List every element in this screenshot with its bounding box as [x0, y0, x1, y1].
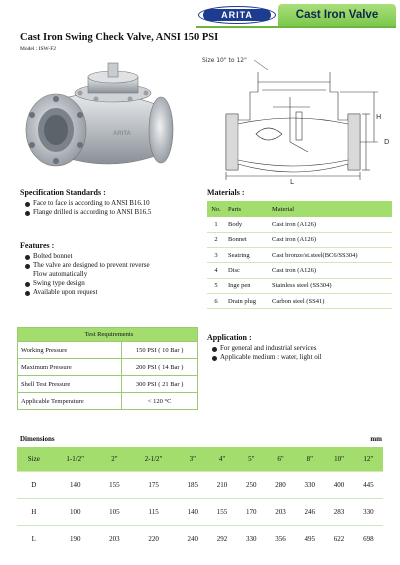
- materials-header-row: [207, 201, 392, 217]
- table-row: [207, 293, 392, 308]
- cell: 115: [129, 498, 178, 525]
- cell: 5: [207, 278, 225, 293]
- dimension-label-d: D: [384, 138, 390, 146]
- application-list: [211, 344, 322, 362]
- size-cell: 2": [100, 447, 129, 471]
- cell: 100: [51, 498, 100, 525]
- spec-item: Face to face is according to ANSI B16.10: [24, 199, 151, 208]
- col-no: No.: [207, 201, 225, 217]
- size-cell: 4": [207, 447, 236, 471]
- cell: 246: [295, 498, 324, 525]
- cell: Stainless steel (SS304): [269, 278, 392, 293]
- cell: 200 PSI ( 14 Bar ): [122, 359, 198, 376]
- cell: 495: [295, 525, 324, 552]
- cell: Cast iron (A126): [269, 217, 392, 232]
- cell: 210: [207, 471, 236, 498]
- cell: 155: [207, 498, 236, 525]
- dimension-label-h: H: [376, 113, 382, 121]
- row-label: H: [17, 498, 51, 525]
- svg-text:ARITA: ARITA: [113, 131, 131, 137]
- cell: Body: [225, 217, 269, 232]
- application-item: For general and industrial services: [211, 344, 322, 353]
- cell: Cast iron (A126): [269, 263, 392, 278]
- size-cell: 10": [324, 447, 353, 471]
- cell: Cast iron (A126): [269, 232, 392, 247]
- cell: 300 PSI ( 21 Bar ): [122, 376, 198, 393]
- test-requirements-table: [17, 327, 198, 410]
- dimensions-header: [20, 435, 382, 443]
- cell: 170: [237, 498, 266, 525]
- dimensions-table: [17, 447, 383, 552]
- table-row: [207, 217, 392, 232]
- cell: 280: [266, 471, 295, 498]
- cell: Applicable Temperature: [18, 393, 122, 410]
- size-label: Size: [17, 447, 51, 471]
- application-heading: Application :: [207, 333, 252, 342]
- dimensions-heading: Dimensions: [20, 435, 55, 443]
- cell: 445: [354, 471, 383, 498]
- cell: Carbon steel (SS41): [269, 293, 392, 308]
- cell: 292: [207, 525, 236, 552]
- test-heading: Test Requirements: [18, 328, 198, 342]
- table-row: [207, 278, 392, 293]
- size-cell: 6": [266, 447, 295, 471]
- materials-table: [207, 201, 392, 309]
- cell: 150 PSI ( 10 Bar ): [122, 342, 198, 359]
- cell: 622: [324, 525, 353, 552]
- features-list: [24, 252, 150, 297]
- cell: 140: [178, 498, 207, 525]
- product-title: Cast Iron Swing Check Valve, ANSI 150 PSI: [20, 32, 219, 43]
- dimension-row-l: [17, 525, 383, 552]
- cell: 190: [51, 525, 100, 552]
- cell: 3: [207, 248, 225, 263]
- cell: 203: [266, 498, 295, 525]
- cell: Inge pen: [225, 278, 269, 293]
- col-material: Material: [269, 201, 392, 217]
- cell: 698: [354, 525, 383, 552]
- cell: 400: [324, 471, 353, 498]
- feature-item-continued: Flow automatically: [33, 270, 88, 278]
- cell: Seatring: [225, 248, 269, 263]
- cell: 283: [324, 498, 353, 525]
- size-cell: 8": [295, 447, 324, 471]
- cell: 2: [207, 232, 225, 247]
- features-heading: Features :: [20, 241, 55, 250]
- category-tab: Cast Iron Valve: [278, 4, 396, 26]
- model-number: Model : ISW-F2: [20, 46, 57, 52]
- dimensions-header-row: [17, 447, 383, 471]
- cell: 140: [51, 471, 100, 498]
- cell: 330: [237, 525, 266, 552]
- row-label: L: [17, 525, 51, 552]
- dimension-row-h: [17, 498, 383, 525]
- table-row: [207, 232, 392, 247]
- cell: Drain plug: [225, 293, 269, 308]
- row-label: D: [17, 471, 51, 498]
- size-cell: 5": [237, 447, 266, 471]
- cell: 175: [129, 471, 178, 498]
- cell: Shell Test Pressure: [18, 376, 122, 393]
- spec-heading: Specification Standards :: [20, 188, 106, 197]
- valve-technical-drawing: [198, 52, 398, 187]
- feature-item: Swing type design: [24, 279, 150, 288]
- cell: 6: [207, 293, 225, 308]
- cell: < 120 °C: [122, 393, 198, 410]
- logo-text: ARITA: [203, 9, 271, 21]
- table-row: [18, 359, 198, 376]
- cell: 356: [266, 525, 295, 552]
- cell: 105: [100, 498, 129, 525]
- arita-logo: [198, 6, 276, 24]
- table-row: [18, 393, 198, 410]
- application-item: Applicable medium : water, light oil: [211, 353, 322, 362]
- cell: 1: [207, 217, 225, 232]
- table-row: [207, 248, 392, 263]
- cell: 203: [100, 525, 129, 552]
- feature-item: Bolted bonnet: [24, 252, 150, 261]
- drawing-size-note: Size 10" to 12": [202, 57, 247, 64]
- cell: Disc: [225, 263, 269, 278]
- materials-heading: Materials :: [207, 188, 245, 197]
- size-cell: 3": [178, 447, 207, 471]
- cell: 220: [129, 525, 178, 552]
- spec-item: Flange drilled is according to ANSI B16.5: [24, 208, 151, 217]
- feature-item: The valve are designed to prevent reverse: [24, 261, 150, 270]
- cell: 250: [237, 471, 266, 498]
- table-row: [18, 376, 198, 393]
- spec-list: [24, 199, 151, 217]
- test-header-row: [18, 328, 198, 342]
- valve-photo: [18, 55, 188, 180]
- cell: 4: [207, 263, 225, 278]
- size-cell: 2-1/2": [129, 447, 178, 471]
- cell: 155: [100, 471, 129, 498]
- cell: Cast bronze/st.steel(BC6/SS304): [269, 248, 392, 263]
- dimensions-unit: mm: [370, 435, 382, 443]
- feature-item: Available upon request: [24, 288, 150, 297]
- cell: Maximum Pressure: [18, 359, 122, 376]
- cell: 185: [178, 471, 207, 498]
- cell: 330: [295, 471, 324, 498]
- size-cell: 12": [354, 447, 383, 471]
- table-row: [207, 263, 392, 278]
- dimension-label-l: L: [290, 178, 294, 186]
- table-row: [18, 342, 198, 359]
- cell: 240: [178, 525, 207, 552]
- cell: Working Pressure: [18, 342, 122, 359]
- size-cell: 1-1/2": [51, 447, 100, 471]
- col-parts: Parts: [225, 201, 269, 217]
- cell: Bonnet: [225, 232, 269, 247]
- dimension-row-d: [17, 471, 383, 498]
- cell: 330: [354, 498, 383, 525]
- header-divider: [196, 26, 396, 28]
